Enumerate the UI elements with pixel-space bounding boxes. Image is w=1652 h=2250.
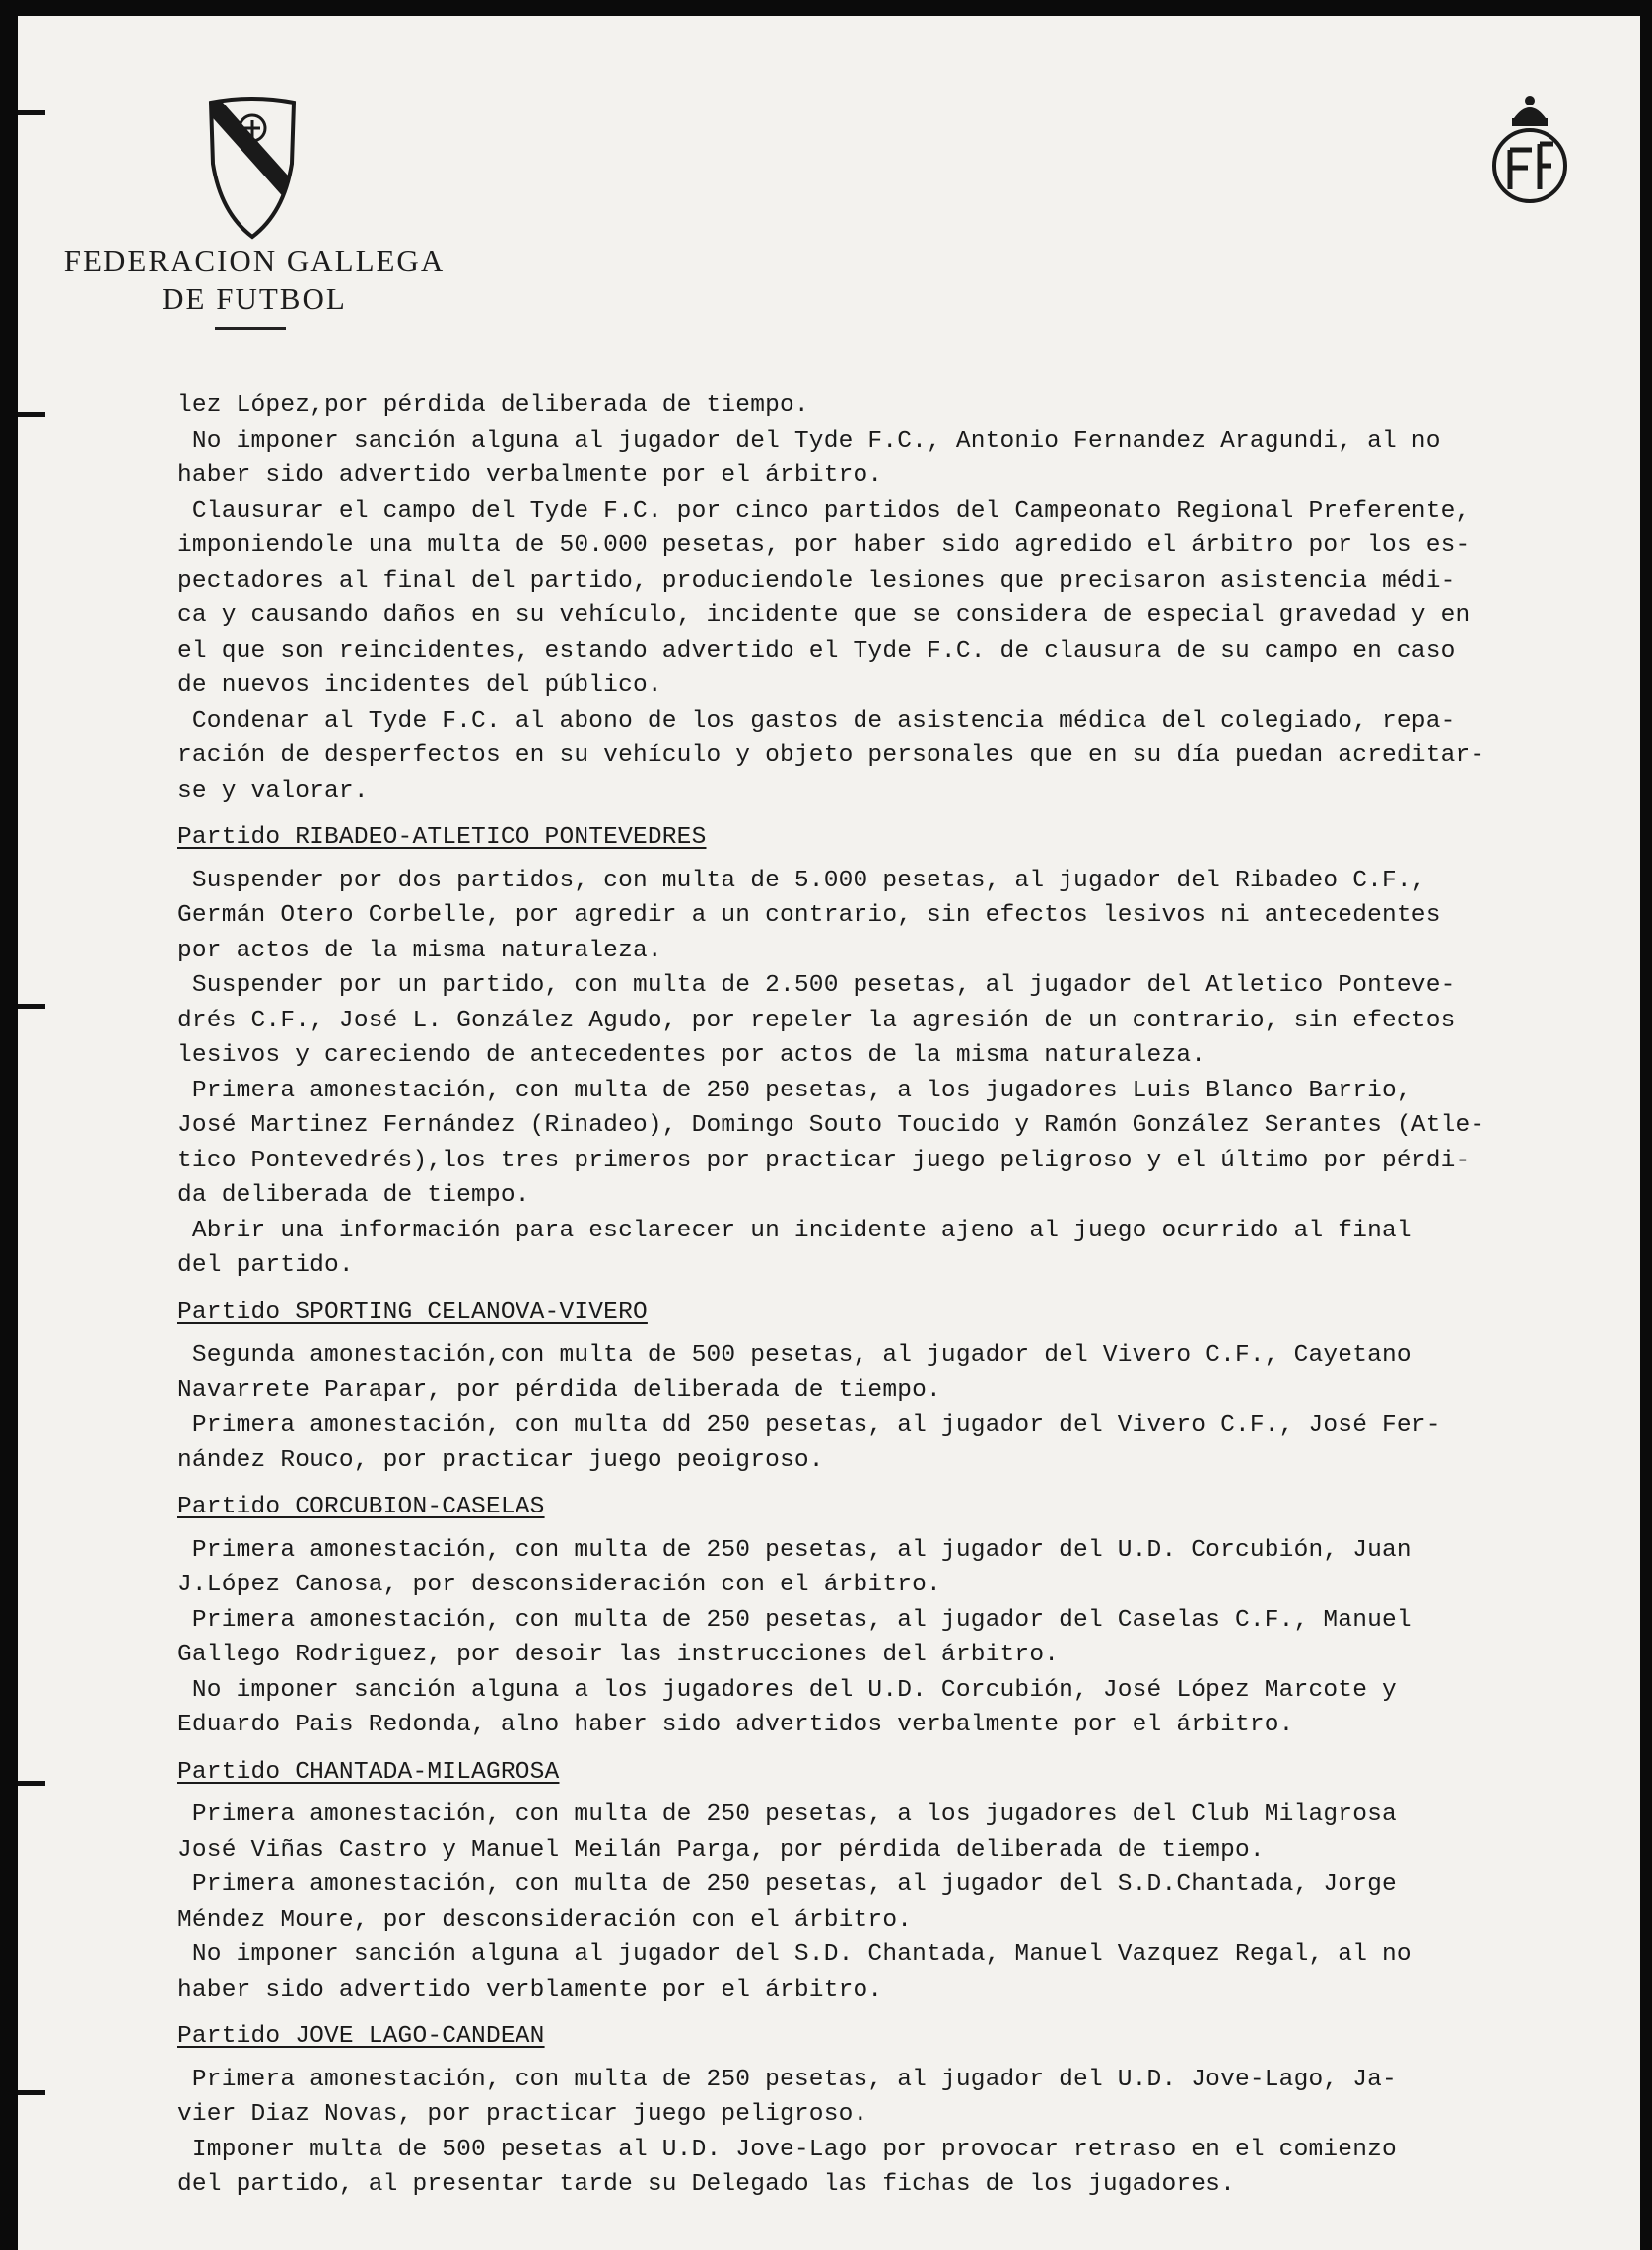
text-line: Suspender por un partido, con multa de 2.500 pesetas, al jugador del Atletico Ponteve- (177, 972, 1456, 999)
text-line: Primera amonestación, con multa de 250 pesetas, al jugador del Caselas C.F., Manuel (177, 1606, 1411, 1634)
match-heading: Partido CORCUBION-CASELAS (177, 1494, 545, 1520)
text-line: pectadores al final del partido, produciendole lesiones que precisaron asistencia médi- (177, 567, 1456, 595)
text-line: Segunda amonestación,con multa de 500 pesetas, al jugador del Vivero C.F., Cayetano (177, 1342, 1411, 1369)
match-heading: Partido RIBADEO-ATLETICO PONTEVEDRES (177, 824, 707, 851)
binder-hole-mark (18, 1004, 45, 1009)
text-line: del partido. (177, 1252, 354, 1279)
text-line: se y valorar. (177, 777, 369, 805)
text-line: de nuevos incidentes del público. (177, 672, 662, 699)
text-line: Primera amonestación, con multa de 250 pesetas, al jugador del U.D. Corcubión, Juan (177, 1536, 1411, 1564)
text-line: Clausurar el campo del Tyde F.C. por cinco partidos del Campeonato Regional Preferente, (177, 497, 1471, 525)
text-line: ración de desperfectos en su vehículo y objeto personales que en su día puedan acreditar- (177, 742, 1485, 769)
text-line: nández Rouco, por practicar juego peoigroso. (177, 1446, 824, 1474)
text-line: No imponer sanción alguna al jugador del S.D. Chantada, Manuel Vazquez Regal, al no (177, 1941, 1411, 1968)
text-line: imponiendole una multa de 50.000 pesetas, por haber sido agredido el árbitro por los es- (177, 532, 1471, 559)
text-line: haber sido advertido verbalmente por el árbitro. (177, 462, 883, 489)
text-line: lez López,por pérdida deliberada de tiempo. (177, 392, 809, 419)
text-line: Primera amonestación, con multa de 250 pesetas, al jugador del U.D. Jove-Lago, Ja- (177, 2066, 1397, 2093)
match-heading: Partido CHANTADA-MILAGROSA (177, 1758, 560, 1786)
text-line: J.López Canosa, por desconsideración con el árbitro. (177, 1572, 941, 1598)
binder-hole-mark (18, 412, 45, 417)
federation-name (57, 243, 451, 317)
text-line: tico Pontevedrés),los tres primeros por practicar juego peligroso y el último por pérdi- (177, 1147, 1471, 1174)
text-line: da deliberada de tiempo. (177, 1182, 530, 1209)
text-line: Méndez Moure, por desconsideración con el árbitro. (177, 1906, 913, 1934)
text-line: Germán Otero Corbelle, por agredir a un contrario, sin efectos lesivos ni antecedentes (177, 902, 1441, 929)
binder-hole-mark (18, 110, 45, 115)
federation-name-line2: DE FUTBOL (162, 281, 347, 316)
match-heading: Partido SPORTING CELANOVA-VIVERO (177, 1299, 648, 1326)
text-line: No imponer sanción alguna al jugador del Tyde F.C., Antonio Fernandez Aragundi, al no (177, 427, 1441, 455)
match-heading: Partido JOVE LAGO-CANDEAN (177, 2023, 545, 2050)
document-body (177, 388, 1636, 2203)
text-line: Condenar al Tyde F.C. al abono de los gastos de asistencia médica del colegiado, repa- (177, 707, 1456, 735)
text-line: Primera amonestación, con multa de 250 pesetas, al jugador del S.D.Chantada, Jorge (177, 1871, 1397, 1898)
text-line: del partido, al presentar tarde su Delegado las fichas de los jugadores. (177, 2171, 1235, 2198)
binder-hole-mark (18, 2090, 45, 2095)
text-line: haber sido advertido verblamente por el árbitro. (177, 1976, 883, 2004)
text-line: No imponer sanción alguna a los jugadores del U.D. Corcubión, José López Marcote y (177, 1676, 1397, 1704)
text-line: por actos de la misma naturaleza. (177, 937, 662, 964)
text-line: Primera amonestación, con multa de 250 pesetas, a los jugadores Luis Blanco Barrio, (177, 1077, 1411, 1104)
text-line: el que son reincidentes, estando advertido el Tyde F.C. de clausura de su campo en caso (177, 637, 1456, 665)
text-line: José Viñas Castro y Manuel Meilán Parga, por pérdida deliberada de tiempo. (177, 1836, 1265, 1863)
binder-hole-mark (18, 1781, 45, 1786)
text-line: lesivos y careciendo de antecedentes por actos de la misma naturaleza. (177, 1042, 1206, 1069)
text-line: Eduardo Pais Redonda, alno haber sido advertidos verbalmente por el árbitro. (177, 1712, 1294, 1738)
document-page (18, 16, 1640, 2250)
text-line: Primera amonestación, con multa dd 250 pesetas, al jugador del Vivero C.F., José Fer- (177, 1412, 1441, 1439)
text-line: Imponer multa de 500 pesetas al U.D. Jove-Lago por provocar retraso en el comienzo (177, 2136, 1397, 2163)
text-line: Abrir una información para esclarecer un incidente ajeno al juego ocurrido al final (177, 1217, 1411, 1244)
text-line: vier Diaz Novas, por practicar juego peligroso. (177, 2101, 868, 2128)
header-divider (215, 327, 286, 330)
text-line: Primera amonestación, con multa de 250 pesetas, a los jugadores del Club Milagrosa (177, 1801, 1397, 1828)
text-line: ca y causando daños en su vehículo, incidente que se considera de especial gravedad y en (177, 602, 1471, 629)
text-line: Suspender por dos partidos, con multa de 5.000 pesetas, al jugador del Ribadeo C.F., (177, 867, 1426, 894)
text-line: José Martinez Fernández (Rinadeo), Domingo Souto Toucido y Ramón González Serantes (Atle- (177, 1112, 1485, 1139)
federation-name-line1: FEDERACION GALLEGA (63, 244, 446, 278)
text-line: drés C.F., José L. González Agudo, por repeler la agresión de un contrario, sin efectos (177, 1007, 1456, 1034)
galician-football-federation-crest-icon (205, 95, 300, 243)
text-line: Navarrete Parapar, por pérdida deliberada de tiempo. (177, 1376, 941, 1404)
royal-spanish-football-federation-crest-icon (1484, 91, 1575, 219)
text-line: Gallego Rodriguez, por desoir las instrucciones del árbitro. (177, 1642, 1060, 1668)
